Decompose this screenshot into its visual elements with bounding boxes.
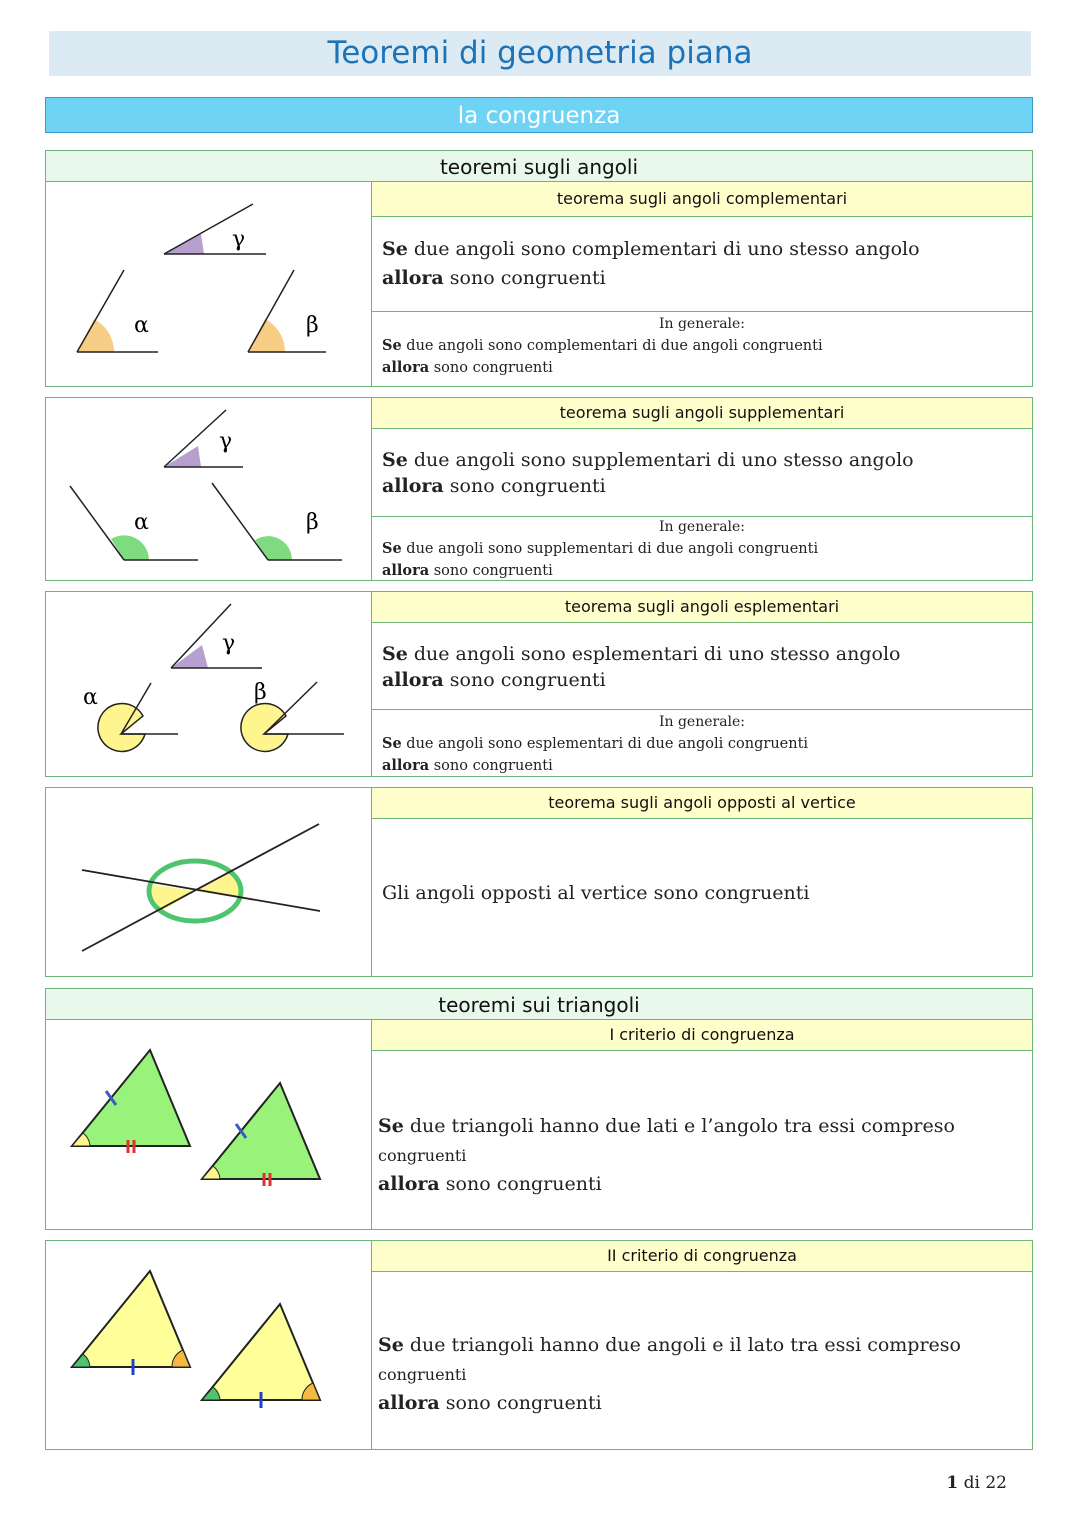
beta-label: β <box>254 680 267 705</box>
page-number: 1 di 22 <box>946 1473 1007 1493</box>
criterion-title: I criterio di congruenza <box>372 1020 1032 1051</box>
theorem-supplementari <box>45 397 1033 581</box>
alpha-label: α <box>134 510 149 535</box>
beta-label: β <box>306 313 319 338</box>
criterion-title: II criterio di congruenza <box>372 1241 1032 1272</box>
theorem-statement: Gli angoli opposti al vertice sono congruenti <box>382 882 810 904</box>
gamma-label: γ <box>232 227 246 252</box>
opposti-figure <box>46 788 372 976</box>
supplementari-figure <box>46 398 372 580</box>
theorem-title: teorema sugli angoli supplementari <box>372 398 1032 429</box>
complementari-figure <box>46 182 372 386</box>
theorem-general: In generale: Se due angoli sono complementari di due angoli congruenti allora sono congruenti <box>382 316 823 376</box>
criterion-statement: Se due triangoli hanno due lati e l’angolo tra essi compreso congruenti allora sono congruenti <box>378 1115 955 1195</box>
criterion-statement: Se due triangoli hanno due angoli e il lato tra essi compreso congruenti allora sono congruenti <box>378 1334 961 1414</box>
theorem-general: In generale: Se due angoli sono supplementari di due angoli congruenti allora sono congruenti <box>382 519 819 579</box>
theorem-general: In generale: Se due angoli sono esplementari di due angoli congruenti allora sono congruenti <box>382 714 809 774</box>
criterion-2-figure <box>46 1241 372 1449</box>
alpha-label: α <box>83 685 98 710</box>
esplementari-figure <box>46 592 372 776</box>
angles-heading: teoremi sugli angoli <box>45 150 1033 182</box>
alpha-label: α <box>134 313 149 338</box>
triangles-heading: teoremi sui triangoli <box>45 988 1033 1020</box>
gamma-label: γ <box>219 429 233 454</box>
criterion-2 <box>45 1240 1033 1450</box>
theorem-statement: Se due angoli sono supplementari di uno stesso angolo allora sono congruenti <box>372 429 1032 517</box>
page-title: Teoremi di geometria piana <box>49 31 1031 76</box>
beta-label: β <box>306 510 319 535</box>
theorem-title: teorema sugli angoli opposti al vertice <box>372 788 1032 819</box>
criterion-1 <box>45 1019 1033 1230</box>
theorem-title: teorema sugli angoli esplementari <box>372 592 1032 623</box>
theorem-statement: Se due angoli sono complementari di uno stesso angolo allora sono congruenti <box>372 217 1032 312</box>
theorem-statement: Se due angoli sono esplementari di uno stesso angolo allora sono congruenti <box>372 623 1032 710</box>
criterion-1-figure <box>46 1020 372 1229</box>
theorem-complementari <box>45 181 1033 387</box>
section-header: la congruenza <box>45 97 1033 133</box>
theorem-opposti <box>45 787 1033 977</box>
theorem-title: teorema sugli angoli complementari <box>372 182 1032 217</box>
gamma-label: γ <box>222 631 236 656</box>
theorem-esplementari <box>45 591 1033 777</box>
